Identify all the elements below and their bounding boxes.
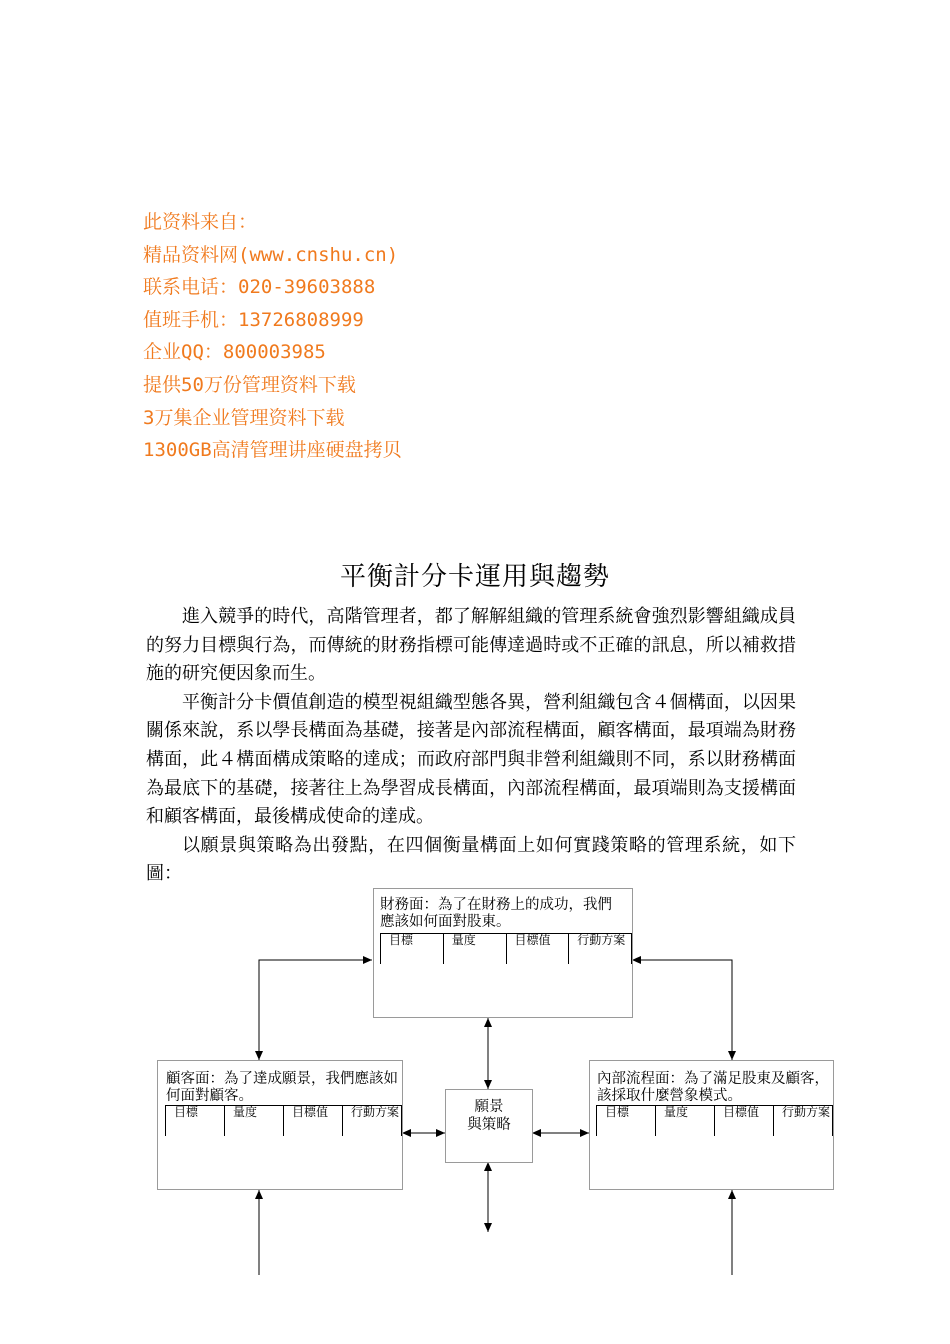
internal-process-box [589,1060,834,1190]
internal-process-columns [596,1105,833,1136]
paragraph: 進入競爭的時代，高階管理者，都了解解組織的管理系統會強烈影響組織成員的努力目標與行為，而傳統的財務指標可能傳達過時或不正確的訊息，所以補救措施的研究便因象而生。 [146,606,796,685]
column-header: 目標值 [506,934,569,964]
column-header: 行動方案 [568,934,632,964]
column-header: 行動方案 [773,1106,833,1136]
customer-box-title: 顧客面：為了達成願景，我們應該如何面對顧客。 [166,1071,398,1104]
customer-columns [165,1105,402,1136]
arrow-internal-to-financial [632,960,732,1040]
column-header: 目標 [596,1106,655,1136]
strategy-label: 與策略 [467,1117,511,1133]
promo-line: 提供50万份管理资料下载 [143,373,356,396]
promo-line: 此资料来自： [143,211,258,233]
promo-line: 联系电话：020-39603888 [143,276,376,299]
document-title: 平衡計分卡運用與趨勢 [339,562,610,592]
internal-process-box-title: 內部流程面：為了滿足股東及顧客，該採取什麼營象模式。 [597,1071,829,1104]
column-header: 目標值 [714,1106,773,1136]
promo-line: 值班手机：13726808999 [143,308,364,331]
column-header: 行動方案 [342,1106,402,1136]
promo-line: 企业QQ：800003985 [143,341,326,364]
financial-box-title: 財務面：為了在財務上的成功，我們應該如何面對股東。 [380,897,612,930]
financial-columns [380,933,632,964]
column-header: 目標值 [283,1106,342,1136]
column-header: 量度 [443,934,506,964]
column-header: 量度 [224,1106,283,1136]
column-header: 量度 [655,1106,714,1136]
promo-line: 1300GB高清管理讲座硬盘拷贝 [143,439,402,462]
financial-box [373,888,633,1018]
paragraph: 平衡計分卡價值創造的模型視組織型態各異，營利組織包含４個構面，以因果關係來說，系以學長構面為基礎，接著是內部流程構面，顧客構面，最項端為財務構面，此４構面構成策略的達成；而政府部門與非營利組織則不同，系以財務構面為最底下的基礎，接著往上為學習成長構面，內部流程構面，最項端則為支援構面和顧客構面，最後構成使命的達成。 [146,691,796,828]
arrow-customer-to-financial [259,960,372,1058]
promo-line: 精品资料网(www.cnshu.cn) [143,243,399,266]
paragraph: 以願景與策略為出發點，在四個衡量構面上如何實踐策略的管理系統，如下圖： [146,834,796,885]
column-header: 目標 [380,934,443,964]
vision-strategy-box [445,1089,533,1163]
vision-label: 願景 [474,1099,504,1115]
column-header: 目標 [165,1106,224,1136]
customer-box [157,1060,403,1190]
promo-line: 3万集企业管理资料下载 [143,406,345,429]
